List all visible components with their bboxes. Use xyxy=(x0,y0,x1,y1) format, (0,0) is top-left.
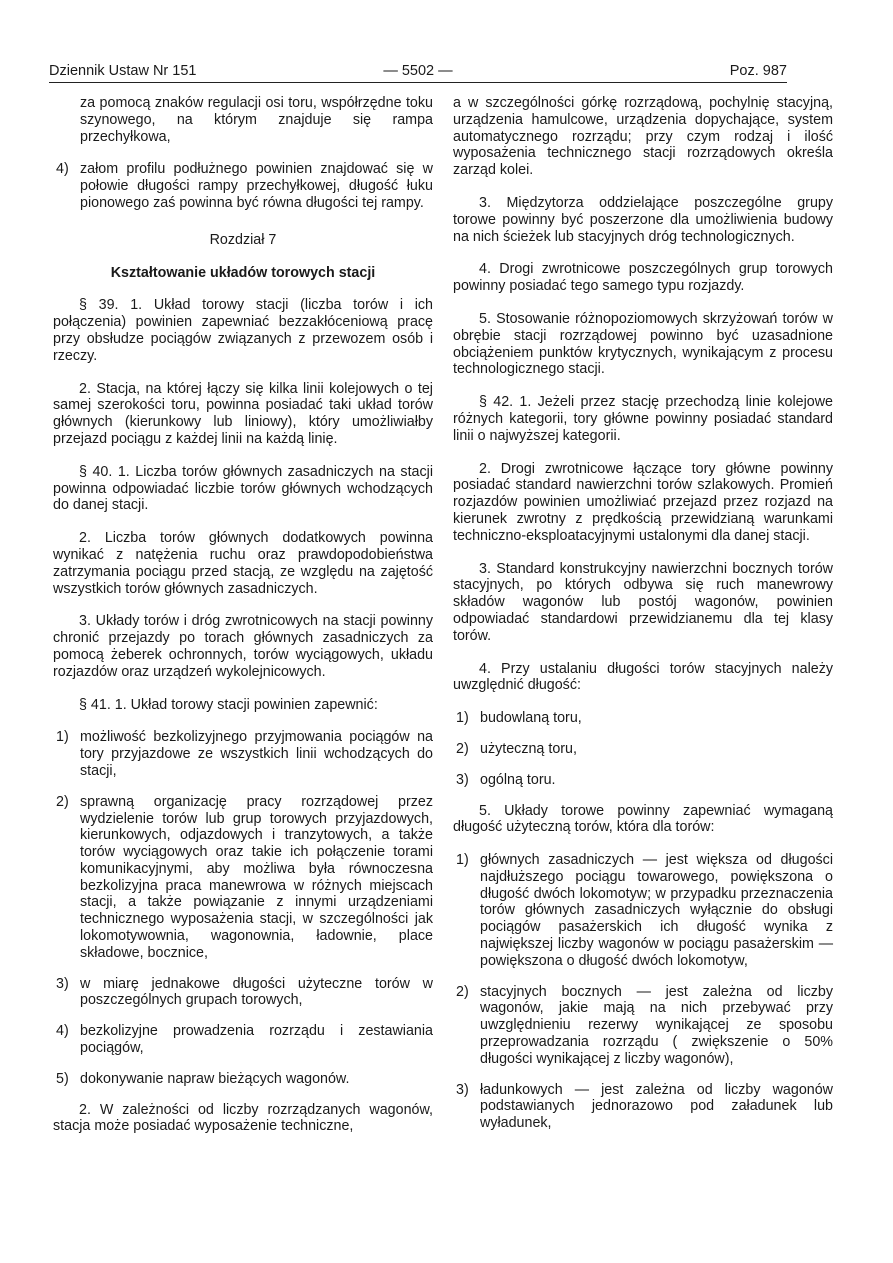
list-item xyxy=(453,1082,833,1132)
item-text: możliwość bezkolizyjnego przyjmowania pociągów na tory przyjazdowe ze wszystkich linii wchodzących do stacji, xyxy=(80,729,433,779)
list-item xyxy=(53,1023,433,1057)
paragraph-s42-4: 4. Przy ustalaniu długości torów stacyjnych należy uwzględnić długość: xyxy=(453,660,833,694)
paragraph-s40-3: 3. Układy torów i dróg zwrotnicowych na stacji powinny chronić przejazdy po torach głównych zasadniczych za pomocą żeberek ochronnych, torów wyciągowych, układu rozjazdów oraz urządzeń wykolejnicowych. xyxy=(53,613,433,680)
page-header xyxy=(49,62,787,83)
item-text: ogólną toru. xyxy=(480,771,556,788)
journal-title: Dziennik Ustaw Nr 151 xyxy=(49,63,197,79)
paragraph-s41-3: 3. Międzytorza oddzielające poszczególne grupy torowe powinny być poszerzone dla umożliwienia budowy na nich ścieżek lub stacyjnych dróg technologicznych. xyxy=(453,194,833,245)
item-number: 3) xyxy=(456,1081,469,1098)
item-number: 2) xyxy=(56,793,69,810)
item-number: 2) xyxy=(456,740,469,757)
continuation-text: za pomocą znaków regulacji osi toru, współrzędne toku szynowego, na którym znajduje się rampa przechyłkowa, xyxy=(80,95,433,145)
item-text: budowlaną toru, xyxy=(480,710,582,727)
position-number: Poz. 987 xyxy=(729,63,787,79)
item-text: załom profilu podłużnego powinien znajdować się w połowie długości rampy przechyłkowej, długość łuku pionowego zaś powinna być równa długości tej rampy. xyxy=(80,161,433,211)
chapter-heading: Rozdział 7 xyxy=(209,231,277,248)
paragraph-s42-5: 5. Układy torowe powinny zapewniać wymaganą długość użyteczną torów, która dla torów: xyxy=(453,802,833,836)
item-text: stacyjnych bocznych — jest zależna od liczby wagonów, jakie mają na nich przebywać przy uwzględnieniu rezerwy wynikającej ze sposobu przeprowadzania rozrządu ( zwiększenie o 50% długości wynikającej z liczby wagonów), xyxy=(480,983,833,1067)
paragraph-s42-1: § 42. 1. Jeżeli przez stację przechodzą linie kolejowe różnych kategorii, tory główne powinny posiadać standard linii o najwyższej kategorii. xyxy=(453,394,833,444)
chapter-title: Kształtowanie układów torowych stacji xyxy=(110,264,376,281)
item-number: 4) xyxy=(56,161,69,178)
list-item xyxy=(453,984,833,1068)
list-item xyxy=(53,729,433,779)
item-text: dokonywanie napraw bieżących wagonów. xyxy=(80,1070,350,1087)
item-text: użyteczną toru, xyxy=(480,740,577,757)
item-text: ładunkowych — jest zależna od liczby wagonów podstawianych jednorazowo pod załadunek lub wyładunek, xyxy=(480,1081,833,1132)
list-item xyxy=(53,794,433,962)
item-number: 2) xyxy=(456,983,469,1000)
paragraph-s42-2: 2. Drogi zwrotnicowe łączące tory główne powinny posiadać standard nawierzchni torów szlakowych. Promień rozjazdów powinien umożliwiać przejazd przez rozjazd na kierunek zwrotny z prędkością przewidzianą warunkami techniczno-eksploatacyjnymi ustalonymi dla danej stacji. xyxy=(453,460,833,544)
item-text: w miarę jednakowe długości użyteczne torów w poszczególnych grupach torowych, xyxy=(80,975,433,1009)
paragraph-s40-1: § 40. 1. Liczba torów głównych zasadniczych na stacji powinna odpowiadać liczbie torów głównych wchodzących do danej stacji. xyxy=(53,463,433,514)
paragraph-s39-2: 2. Stacja, na której łączy się kilka linii kolejowych o tej samej szerokości toru, powinna posiadać taki układ torów głównych (kierunkowy lub liniowy), który umożliwiałby przejazd pociągu z każdej linii na każdą linię. xyxy=(53,380,433,447)
paragraph-s42-3: 3. Standard konstrukcyjny nawierzchni bocznych torów stacyjnych, po których odbywa się ruch manewrowy składów wagonów lub postój wagonów, powinien odpowiadać standardowi przewidzianemu dla tej klasy torów. xyxy=(453,560,833,644)
item-number: 5) xyxy=(56,1070,69,1087)
left-column xyxy=(53,95,433,1151)
list-item xyxy=(53,1071,433,1088)
item-text: bezkolizyjne prowadzenia rozrządu i zestawiania pociągów, xyxy=(80,1023,433,1057)
paragraph-s40-2: 2. Liczba torów głównych dodatkowych powinna wynikać z natężenia ruchu oraz prawdopodobieństwa zatrzymania pociągu przed stacją, ze względu na zajętość wszystkich torów głównych zasadniczych. xyxy=(53,530,433,597)
item-number: 1) xyxy=(456,852,469,869)
list-item xyxy=(453,772,833,789)
page-number: — 5502 — xyxy=(383,63,453,79)
item-number: 4) xyxy=(56,1023,69,1040)
list-item xyxy=(453,852,833,970)
item-number: 3) xyxy=(456,771,469,788)
paragraph-s41-5: 5. Stosowanie różnopoziomowych skrzyżowań torów w obrębie stacji rozrządowej powinno być uzasadnione obciążeniem punktów krytycznych, wynikającym z procesu technologicznego stacji. xyxy=(453,310,833,378)
paragraph-s39-1: § 39. 1. Układ torowy stacji (liczba torów i ich połączenia) powinien zapewniać bezzakłóceniową pracę przy obsłudze pociągów związanych z przewozem osób i rzeczy. xyxy=(53,297,433,364)
item-number: 1) xyxy=(456,710,469,727)
item-text: głównych zasadniczych — jest większa od długości najdłuższego pociągu towarowego, powiększona o długość dwóch lokomotyw; w przypadku przeznaczenia torów głównych zasadniczych wyłącznie do obsługi pociągów pasażerskich ich długość wynika z największej liczby wagonów w pociągu pasażerskim — powiększona o długość dwóch lokomotyw, xyxy=(480,852,833,969)
list-item xyxy=(453,710,833,727)
list-item xyxy=(453,741,833,758)
right-column xyxy=(453,95,833,1146)
list-item xyxy=(53,976,433,1010)
paragraph-s41-1: § 41. 1. Układ torowy stacji powinien zapewnić: xyxy=(79,696,378,713)
item-number: 1) xyxy=(56,729,69,746)
paragraph-s41-4: 4. Drogi zwrotnicowe poszczególnych grup torowych powinny posiadać tego samego typu rozjazdy. xyxy=(453,261,833,295)
item-text: sprawną organizację pracy rozrządowej przez wydzielenie torów lub grup torowych przyjazdowych, kierunkowych, odjazdowych i tranzytowych, a także torów wyciągowych oraz takie ich połączenie torami komunikacyjnymi, aby możliwa była równoczesna bezkolizyjna praca manewrowa w różnych miejscach stacji, a także powiązanie z innymi urządzeniami technicznego wyposażenia stacji, w szczególności jak lokomotywownia, wagonownia, ładownie, place składowe, bocznice, xyxy=(80,793,433,961)
paragraph-s41-2: 2. W zależności od liczby rozrządzanych wagonów, stacja może posiadać wyposażenie techniczne, xyxy=(53,1101,433,1135)
list-item xyxy=(53,161,433,211)
item-number: 3) xyxy=(56,975,69,992)
paragraph-s41-2-continued: a w szczególności górkę rozrządową, pochylnię stacyjną, urządzenia hamulcowe, urządzenia dopychające, system automatycznego rozrządu; przy czym rodzaj i ilość wyposażenia technicznego stacji rozrządowych określa zarząd kolei. xyxy=(453,95,833,179)
